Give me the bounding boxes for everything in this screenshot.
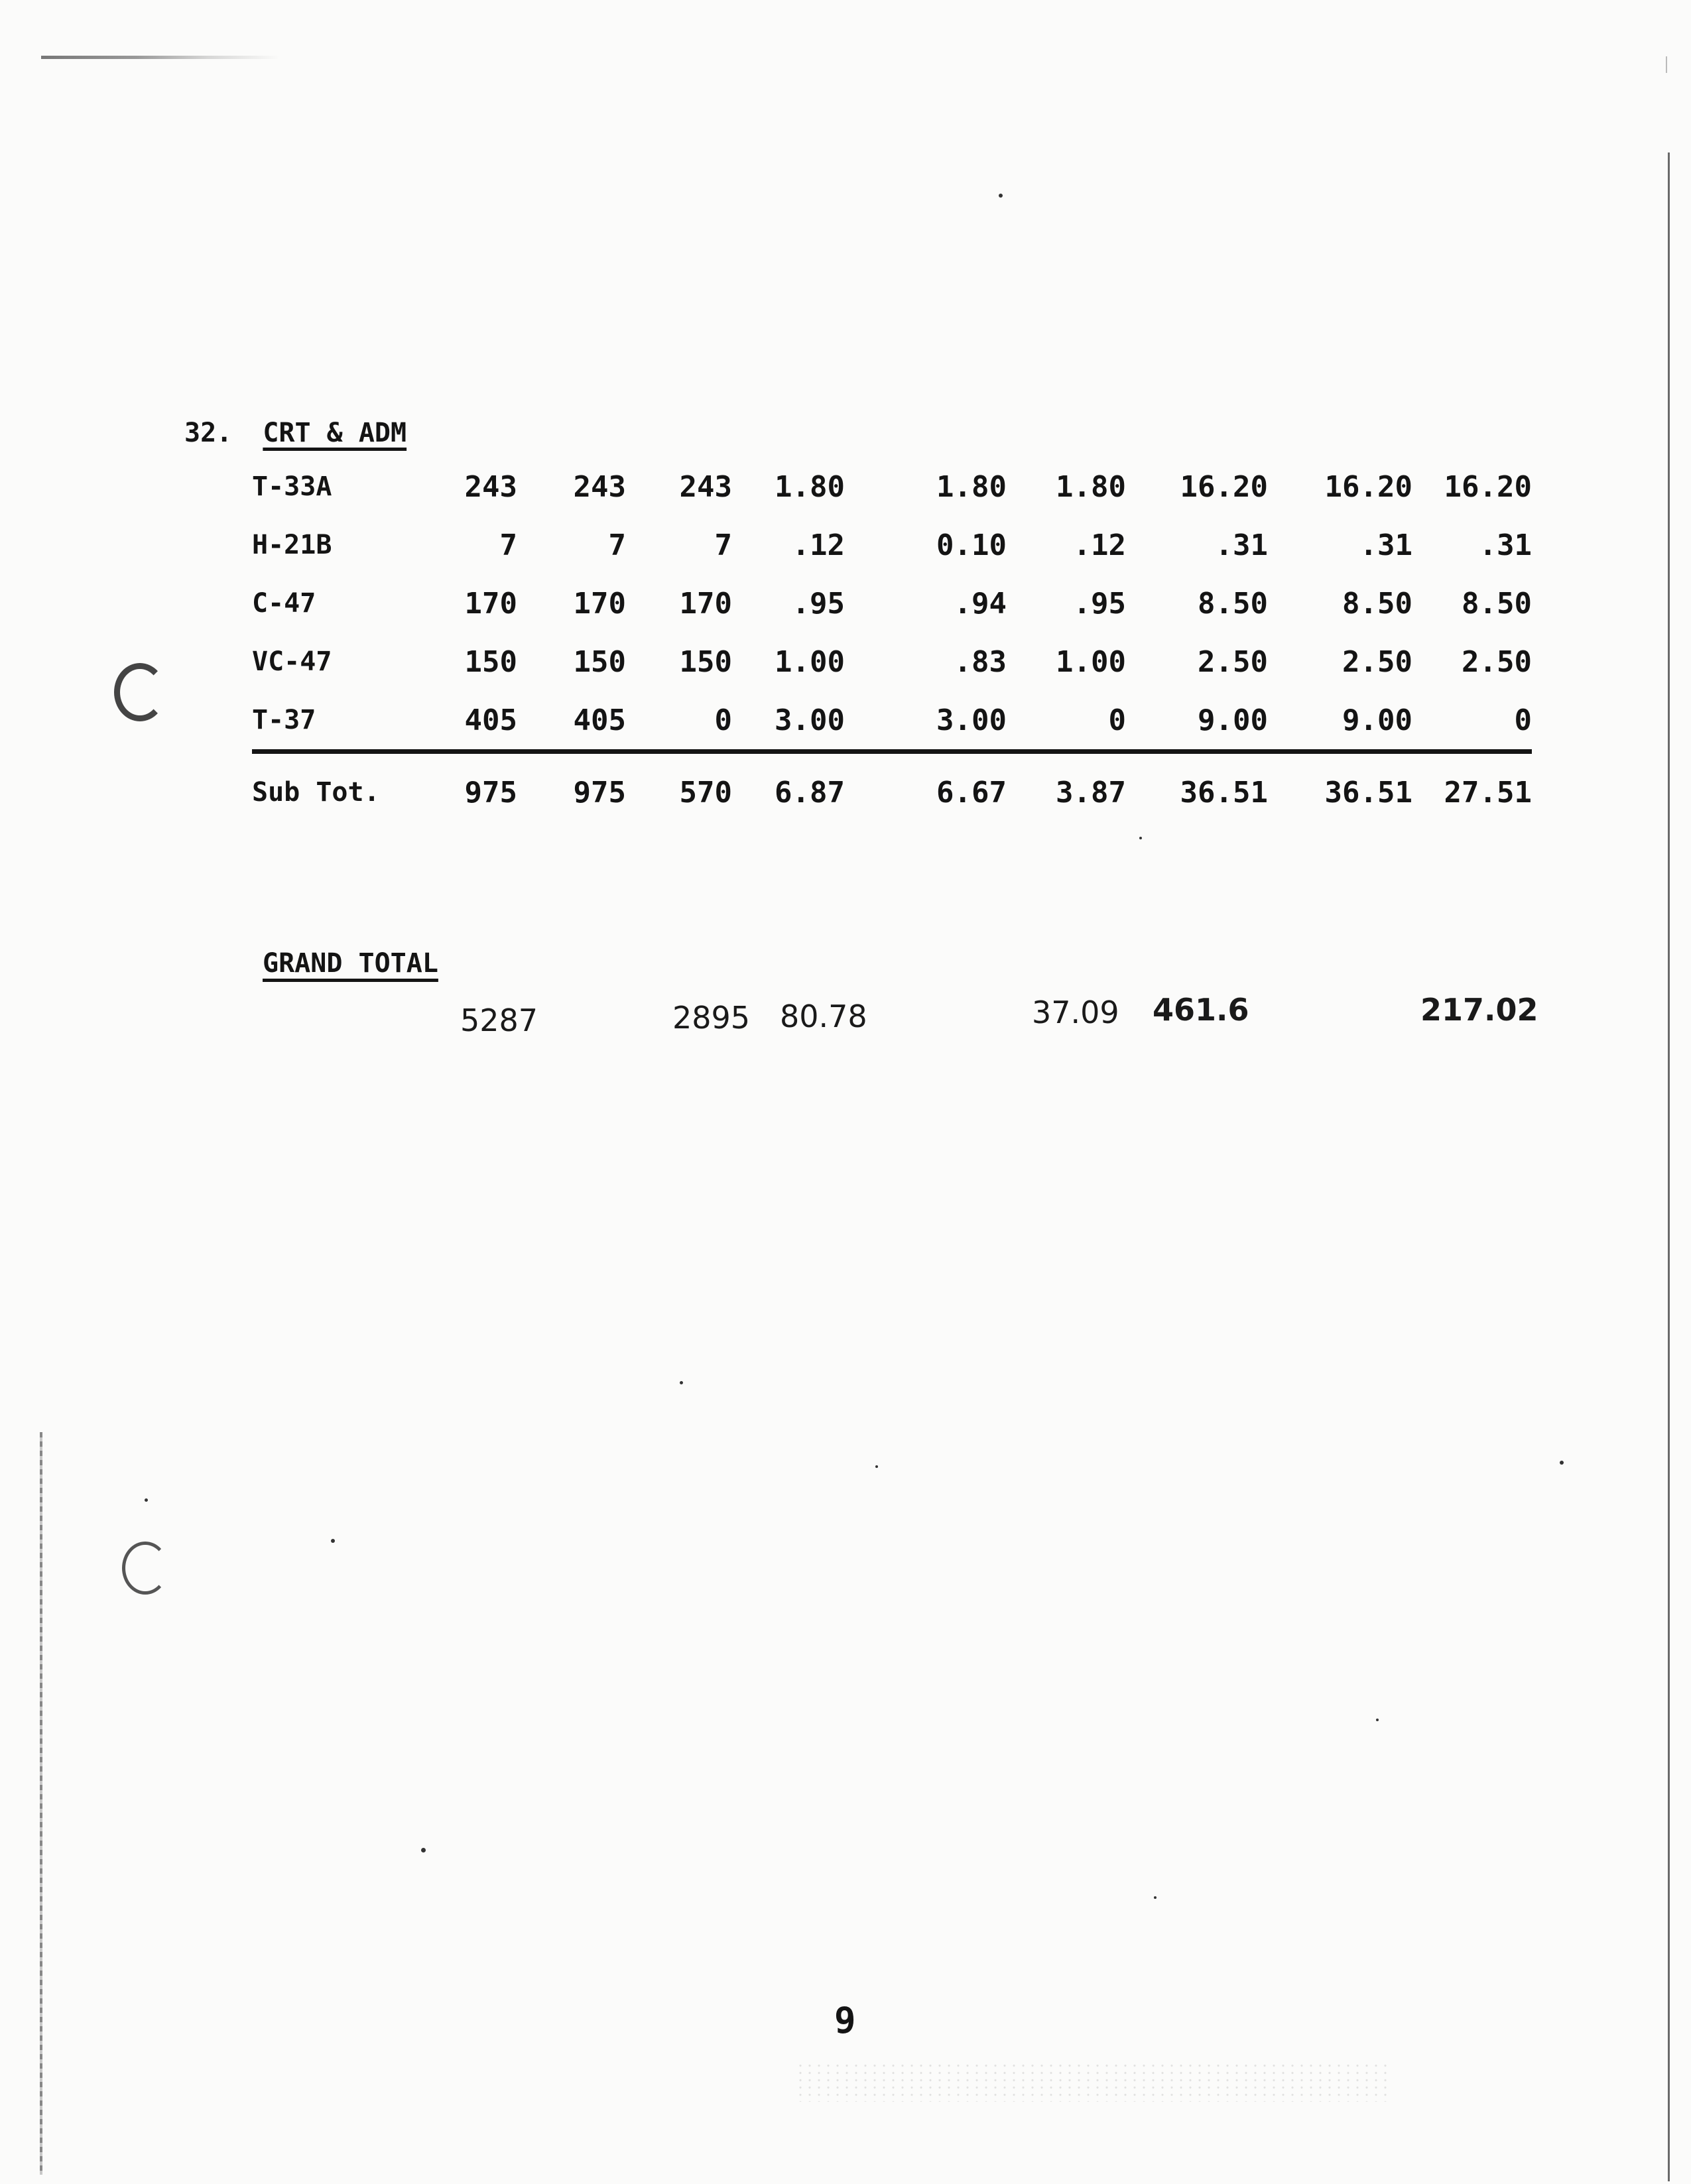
grand-total-value: 5287 <box>460 1002 538 1038</box>
scan-speck <box>1139 837 1142 839</box>
table-cell: .95 <box>1073 586 1126 621</box>
table-cell: 6.87 <box>775 775 845 810</box>
scan-noise <box>796 2062 1393 2102</box>
grand-total-value: 217.02 <box>1420 992 1538 1028</box>
aircraft-cost-table <box>252 457 1532 821</box>
scan-page-edge <box>1668 152 1670 2181</box>
grand-total-value: 2895 <box>672 1000 751 1036</box>
table-cell: 170 <box>464 586 517 621</box>
table-cell: 150 <box>679 644 732 679</box>
table-cell: .95 <box>792 586 845 621</box>
table-cell: 170 <box>679 586 732 621</box>
table-row <box>252 691 1532 752</box>
table-cell: 9.00 <box>1268 691 1412 752</box>
table-cell: 7 <box>499 528 517 562</box>
scan-speck <box>1376 1719 1379 1721</box>
table-row <box>252 574 1532 633</box>
table-cell: 170 <box>573 586 626 621</box>
grand-total-value: 80.78 <box>780 999 867 1034</box>
table-cell: .31 <box>1359 528 1412 562</box>
table-cell: .83 <box>954 644 1007 679</box>
table-cell: 1.80 <box>936 469 1007 504</box>
page-number: 9 <box>834 2000 856 2041</box>
punch-hole-icon <box>114 663 166 721</box>
table-cell: 8.50 <box>1198 586 1268 621</box>
table-cell: 405 <box>451 691 517 752</box>
section-number: 32. <box>184 418 233 448</box>
table-cell: 7 <box>714 528 732 562</box>
table-cell: 2.50 <box>1198 644 1268 679</box>
grand-total-value: 461.6 <box>1153 992 1249 1028</box>
scan-speck <box>331 1539 335 1543</box>
table-cell: 0.10 <box>936 528 1007 562</box>
table-cell: .12 <box>1073 528 1126 562</box>
table-cell: 16.20 <box>1180 469 1268 504</box>
table-cell: 975 <box>464 775 517 810</box>
table-cell: 3.87 <box>1056 775 1126 810</box>
row-label: H-21B <box>252 530 332 560</box>
grand-total-label: GRAND TOTAL <box>263 948 438 979</box>
scan-binding-edge <box>40 1432 42 2175</box>
table-cell: 36.51 <box>1324 775 1412 810</box>
scan-speck <box>145 1498 148 1502</box>
table-cell: 570 <box>679 775 732 810</box>
scan-speck <box>1154 1896 1157 1899</box>
table-cell: 243 <box>464 469 517 504</box>
table-cell: 3.00 <box>845 691 1007 752</box>
table-cell: 3.00 <box>732 691 845 752</box>
section-title: CRT & ADM <box>263 418 407 448</box>
subtotal-label: Sub Tot. <box>252 777 380 808</box>
table-row <box>252 457 1532 516</box>
table-cell: 243 <box>679 469 732 504</box>
table-cell: .12 <box>792 528 845 562</box>
punch-hole-icon <box>122 1542 168 1595</box>
scan-speck <box>999 194 1003 198</box>
row-label: VC-47 <box>252 646 332 677</box>
table-cell: 975 <box>573 775 626 810</box>
table-cell: 243 <box>573 469 626 504</box>
row-label: T-37 <box>252 691 451 752</box>
scan-speck <box>421 1848 426 1852</box>
table-cell: .94 <box>954 586 1007 621</box>
table-cell: 1.80 <box>775 469 845 504</box>
table-cell: 150 <box>573 644 626 679</box>
table-cell: .31 <box>1215 528 1268 562</box>
table-cell: 1.00 <box>1056 644 1126 679</box>
table-cell: 1.00 <box>775 644 845 679</box>
scan-smudge <box>41 56 280 59</box>
table-cell: 36.51 <box>1180 775 1268 810</box>
table-cell: 9.00 <box>1126 691 1268 752</box>
table-cell: 150 <box>464 644 517 679</box>
table-cell: 0 <box>626 691 732 752</box>
table-cell: 16.20 <box>1324 469 1412 504</box>
table-row <box>252 633 1532 691</box>
table-cell: 0 <box>1412 691 1532 752</box>
scan-speck <box>875 1465 878 1468</box>
grand-total-value: 37.09 <box>1032 995 1119 1030</box>
subtotal-row <box>252 752 1532 822</box>
row-label: C-47 <box>252 588 316 619</box>
scan-edge-mark <box>1666 56 1667 73</box>
scan-speck <box>680 1381 683 1384</box>
table-cell: 16.20 <box>1444 469 1532 504</box>
table-cell: 6.67 <box>936 775 1007 810</box>
table-row <box>252 516 1532 574</box>
scan-speck <box>1560 1461 1564 1465</box>
table-cell: 2.50 <box>1342 644 1412 679</box>
table-cell: 0 <box>1007 691 1126 752</box>
table-cell: 405 <box>517 691 626 752</box>
row-label: T-33A <box>252 471 332 502</box>
section-heading <box>184 418 407 448</box>
table-cell: .31 <box>1479 528 1532 562</box>
table-cell: 8.50 <box>1462 586 1532 621</box>
table-cell: 8.50 <box>1342 586 1412 621</box>
table-cell: 27.51 <box>1444 775 1532 810</box>
table-cell: 2.50 <box>1462 644 1532 679</box>
table-cell: 1.80 <box>1056 469 1126 504</box>
table-cell: 7 <box>608 528 626 562</box>
